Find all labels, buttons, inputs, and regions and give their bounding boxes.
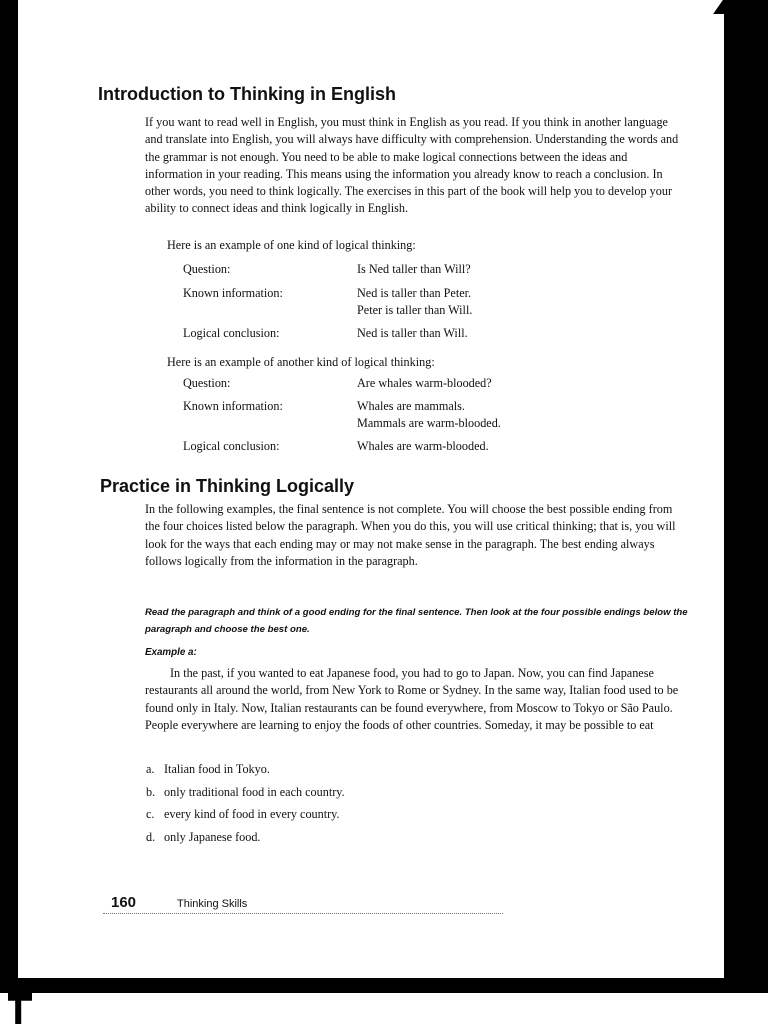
example1-question: Is Ned taller than Will?	[357, 262, 471, 276]
intro-paragraph: If you want to read well in English, you must think in English as you read. If you think in another language and translate into English, you will always have difficulty with comprehension. Understanding the words and the grammar is not enough. You need to be able to make logical connections between the ideas and information in your reading. This means using the information you already know to reach a conclusion. In other words, you need to think logically. The exercises in this part of the book will help you to develop your ability to connect ideas and think logically in English.	[145, 115, 679, 216]
example1-conclusion: Ned is taller than Will.	[357, 326, 468, 340]
choice-text: every kind of food in every country.	[164, 807, 340, 821]
example2-question: Are whales warm-blooded?	[357, 376, 492, 390]
example2-conclusion-label: Logical conclusion:	[183, 439, 280, 453]
scan-binding-mark	[8, 993, 32, 1024]
choice-text: only Japanese food.	[164, 830, 261, 844]
section-heading-introduction: Introduction to Thinking in English	[98, 84, 396, 104]
example1-question-label: Question:	[183, 262, 231, 276]
choice-a	[146, 762, 270, 777]
example2-known-2: Mammals are warm-blooded.	[357, 416, 501, 430]
choice-letter: d.	[146, 830, 156, 844]
example1-conclusion-label: Logical conclusion:	[183, 326, 280, 340]
scan-next-page-strip	[0, 993, 768, 1024]
instruction-text: Read the paragraph and think of a good ending for the final sentence. Then look at the four possible endings below the paragraph and choose the best one.	[145, 607, 688, 635]
running-footer-title: Thinking Skills	[177, 898, 248, 910]
practice-paragraph: In the following examples, the final sentence is not complete. You will choose the best possible ending from the four choices listed below the paragraph. When you do this, you will use critical thinking; that is, you will look for the ways that each ending may or may not make sense in the paragraph. The best ending always follows logically from the information in the paragraph.	[145, 502, 676, 568]
example-a-paragraph: In the past, if you wanted to eat Japanese food, you had to go to Japan. Now, you can find Japanese restaurants all around the world, from New York to Rome or Sydney. In the same way, Italian food used to be found only in Italy. Now, Italian restaurants can be found everywhere, from Moscow to Tokyo or São Paulo. People everywhere are learning to enjoy the foods of other countries. Someday, it may be possible to eat	[145, 666, 679, 732]
example-a-label: Example a:	[145, 647, 197, 658]
choice-letter: b.	[146, 785, 156, 799]
choice-b	[146, 785, 345, 800]
footer-rule	[103, 913, 503, 914]
choice-letter: c.	[146, 807, 155, 821]
choice-text: only traditional food in each country.	[164, 785, 345, 799]
example2-known-1: Whales are mammals.	[357, 399, 465, 413]
page-number: 160	[111, 894, 137, 911]
example1-known-label: Known information:	[183, 286, 283, 300]
example2-question-label: Question:	[183, 376, 231, 390]
example2-intro: Here is an example of another kind of logical thinking:	[167, 355, 435, 369]
choice-c	[146, 807, 340, 822]
choice-d	[146, 830, 260, 845]
choice-letter: a.	[146, 762, 155, 776]
example1-intro: Here is an example of one kind of logical thinking:	[167, 238, 416, 252]
example2-conclusion: Whales are warm-blooded.	[357, 439, 489, 453]
example2-known-label: Known information:	[183, 399, 283, 413]
section-heading-practice: Practice in Thinking Logically	[100, 476, 355, 496]
example1-known-2: Peter is taller than Will.	[357, 303, 473, 317]
example1-known-1: Ned is taller than Peter.	[357, 286, 472, 300]
choice-text: Italian food in Tokyo.	[164, 762, 270, 776]
